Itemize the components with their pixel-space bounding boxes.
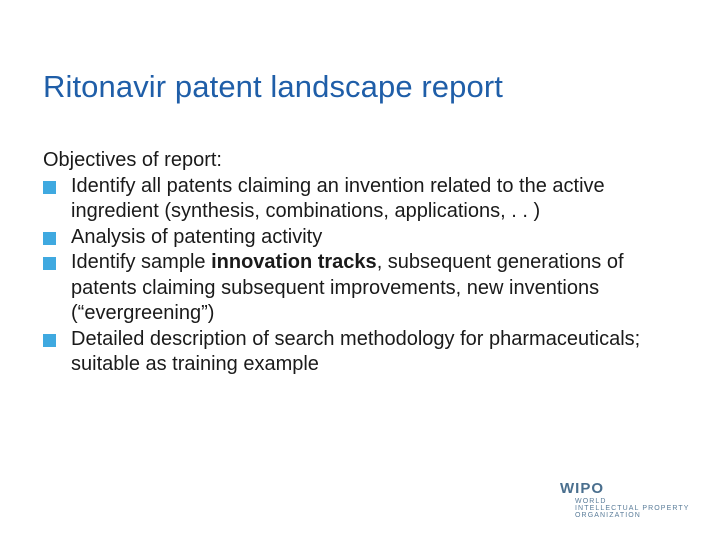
logo-line-organization: ORGANIZATION xyxy=(575,512,641,519)
objective-text: , subsequent generations of patents claiming subsequent improvements, new inventions (“evergreening”) xyxy=(71,251,624,324)
objectives-list xyxy=(43,174,683,378)
objective-item xyxy=(43,225,683,251)
square-bullet-icon xyxy=(43,257,56,270)
objective-text: Detailed description of search methodology for pharmaceuticals; suitable as training example xyxy=(71,327,641,375)
logo-line-world: WORLD xyxy=(575,498,607,505)
square-bullet-icon xyxy=(43,232,56,245)
slide-title: Ritonavir patent landscape report xyxy=(43,68,503,104)
logo-line-ip: INTELLECTUAL PROPERTY xyxy=(575,505,690,512)
objective-emphasis: innovation tracks xyxy=(211,251,377,273)
wipo-logo xyxy=(560,480,700,520)
objective-item xyxy=(43,250,683,327)
logo-wordmark: WIPO xyxy=(560,480,604,497)
objective-text: Analysis of patenting activity xyxy=(71,225,323,248)
square-bullet-icon xyxy=(43,334,56,347)
objectives-heading: Objectives of report: xyxy=(43,149,222,171)
slide-body xyxy=(43,148,683,378)
objective-item xyxy=(43,174,683,225)
objective-item xyxy=(43,327,683,378)
objective-text: Identify sample xyxy=(71,251,212,273)
objective-text: Identify all patents claiming an invention related to the active ingredient (synthesis, combinations, applications, . . ) xyxy=(71,174,605,222)
square-bullet-icon xyxy=(43,181,56,194)
